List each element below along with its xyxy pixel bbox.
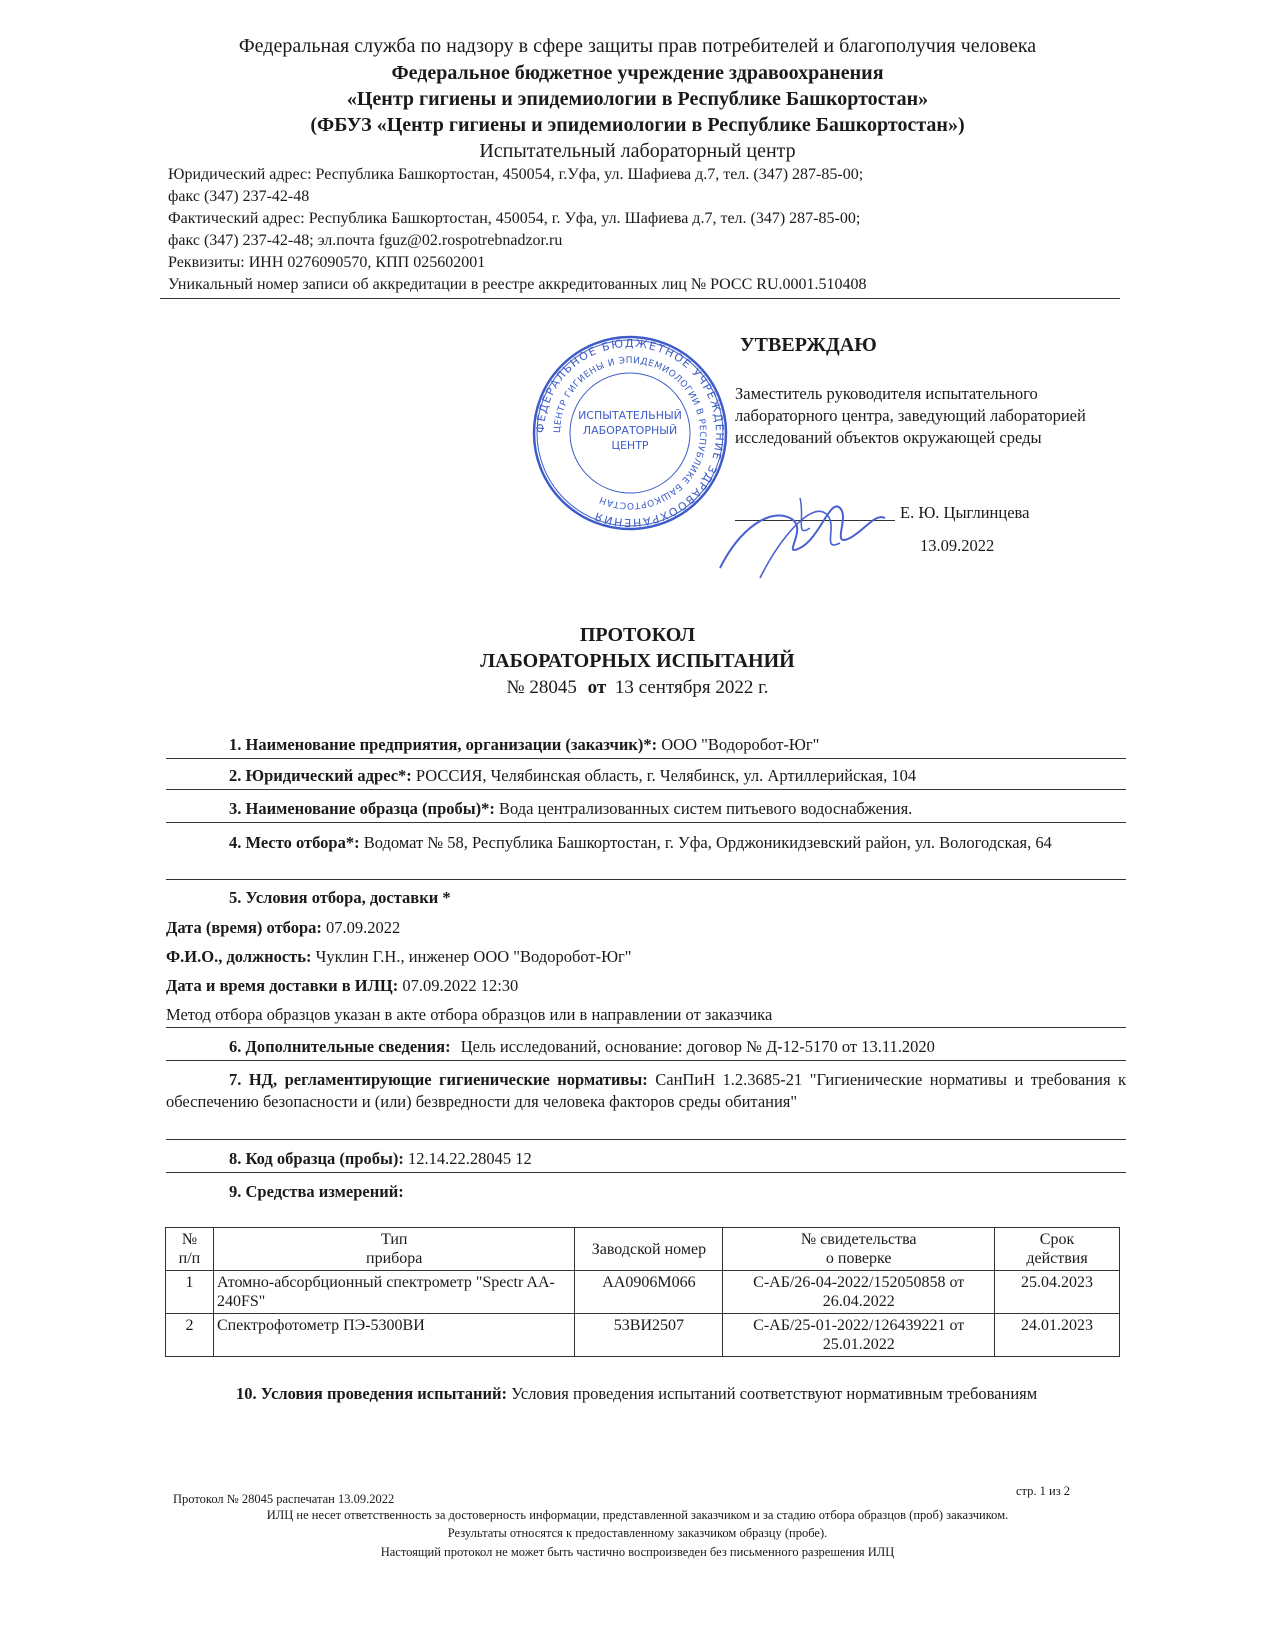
sampling-date-value: 07.09.2022 (326, 918, 401, 937)
sampler-person-value: Чуклин Г.Н., инженер ООО "Водоробот-Юг" (315, 947, 632, 966)
protocol-subtitle: ЛАБОРАТОРНЫХ ИСПЫТАНИЙ (480, 650, 795, 672)
footer-disclaimer-3: Настоящий протокол не может быть частично воспроизведен без письменного разрешения ИЛЦ (380, 1545, 895, 1559)
header-institution: Федеральное бюджетное учреждение здравоохранения (391, 62, 884, 84)
row-num: 1 (166, 1271, 214, 1314)
stamp-center-2: ЛАБОРАТОРНЫЙ (582, 424, 678, 437)
divider-1 (166, 758, 1126, 759)
table-row (166, 1271, 1120, 1314)
row-serial: AA0906M066 (575, 1271, 723, 1314)
section-4-value: Водомат № 58, Республика Башкортостан, г. Уфа, Орджоникидзевский район, ул. Вологодская, 64 (363, 833, 1052, 852)
delivery-datetime-label: Дата и время доставки в ИЛЦ: (166, 976, 399, 995)
divider-6 (166, 1060, 1126, 1061)
divider-5 (166, 1027, 1126, 1028)
header-center-name: «Центр гигиены и эпидемиологии в Республике Башкортостан» (346, 88, 929, 110)
divider-7 (166, 1139, 1126, 1140)
row-serial: 53ВИ2507 (575, 1314, 723, 1357)
sampler-person (166, 946, 632, 968)
delivery-datetime-value: 07.09.2022 12:30 (402, 976, 519, 995)
row-num: 2 (166, 1314, 214, 1357)
section-10 (166, 1383, 1126, 1405)
protocol-number-line (0, 677, 1275, 699)
col-serial: Заводской номер (575, 1228, 723, 1271)
footer-printed: Протокол № 28045 распечатан 13.09.2022 (173, 1492, 395, 1506)
section-3-label: 3. Наименование образца (пробы)*: (229, 799, 495, 818)
protocol-number: № 28045 (506, 677, 577, 698)
section-1 (229, 734, 819, 756)
divider-3 (166, 822, 1126, 823)
section-9-label: 9. Средства измерений: (229, 1182, 404, 1201)
sampling-date-label: Дата (время) отбора: (166, 918, 322, 937)
col-valid: Срок действия (995, 1228, 1120, 1271)
legal-address: Юридический адрес: Республика Башкортостан, 450054, г.Уфа, ул. Шафиева д.7, тел. (347) 287-85-00; (168, 166, 864, 183)
section-9 (229, 1181, 404, 1203)
section-2-label: 2. Юридический адрес*: (229, 766, 412, 785)
legal-fax: факс (347) 237-42-48 (168, 188, 310, 205)
row-valid: 25.04.2023 (995, 1271, 1120, 1314)
footer-disclaimer-2: Результаты относятся к предоставленному заказчиком образцу (пробе). (447, 1526, 828, 1540)
section-6-label: 6. Дополнительные сведения: (229, 1037, 451, 1056)
accreditation-number: Уникальный номер записи об аккредитации в реестре аккредитованных лиц № РОСС RU.0001.510408 (168, 276, 867, 293)
requisites: Реквизиты: ИНН 0276090570, КПП 025602001 (168, 254, 486, 271)
section-8-label: 8. Код образца (пробы): (229, 1149, 404, 1168)
approval-date: 13.09.2022 (920, 536, 995, 555)
row-cert: С-АБ/26-04-2022/152050858 от 26.04.2022 (723, 1271, 995, 1314)
stamp-center-1: ИСПЫТАТЕЛЬНЫЙ (578, 409, 682, 422)
col-num: № п/п (166, 1228, 214, 1271)
section-8 (229, 1148, 532, 1170)
stamp-center-3: ЦЕНТР (611, 439, 649, 452)
section-2-value: РОССИЯ, Челябинская область, г. Челябинск, ул. Артиллерийская, 104 (415, 766, 917, 785)
divider-2 (166, 789, 1126, 790)
section-10-value: Условия проведения испытаний соответствуют нормативным требованиям (511, 1384, 1038, 1403)
stamp-outer-text: ФЕДЕРАЛЬНОЕ БЮДЖЕТНОЕ УЧРЕЖДЕНИЕ ЗДРАВООХРАНЕНИЯ (533, 336, 727, 530)
divider-8 (166, 1172, 1126, 1173)
row-valid: 24.01.2023 (995, 1314, 1120, 1357)
section-7-label: 7. НД, регламентирующие гигиенические нормативы: (229, 1070, 648, 1089)
approval-position: Заместитель руководителя испытательного лабораторного центра, заведующий лабораторией исследований объектов окружающей среды (735, 384, 1086, 447)
header-divider (160, 298, 1120, 299)
section-3-value: Вода централизованных систем питьевого водоснабжения. (499, 799, 913, 818)
footer-page: стр. 1 из 2 (1016, 1484, 1071, 1498)
section-1-label: 1. Наименование предприятия, организации (заказчик)*: (229, 735, 658, 754)
header-center-short: (ФБУЗ «Центр гигиены и эпидемиологии в Республике Башкортостан») (310, 114, 965, 136)
col-cert: № свидетельства о поверке (723, 1228, 995, 1271)
row-type: Атомно-абсорбционный спектрометр "Spectr AA-240FS" (213, 1271, 575, 1314)
row-cert: С-АБ/25-01-2022/126439221 от 25.01.2022 (723, 1314, 995, 1357)
section-6 (229, 1036, 935, 1058)
instruments-header-row (166, 1228, 1120, 1271)
table-row (166, 1314, 1120, 1357)
section-7 (166, 1069, 1126, 1113)
stamp-inner-text: ЦЕНТР ГИГИЕНЫ И ЭПИДЕМИОЛОГИИ В РЕСПУБЛИКЕ БАШКОРТОСТАН (552, 355, 708, 511)
section-4-label: 4. Место отбора*: (229, 833, 360, 852)
section-6-value: Цель исследований, основание: договор № Д-12-5170 от 13.11.2020 (460, 1037, 935, 1056)
row-type: Спектрофотометр ПЭ-5300ВИ (213, 1314, 575, 1357)
header-agency: Федеральная служба по надзору в сфере защиты прав потребителей и благополучия человека (238, 35, 1037, 57)
approval-title: УТВЕРЖДАЮ (740, 334, 877, 356)
section-8-value: 12.14.22.28045 12 (408, 1149, 532, 1168)
handwritten-signature (700, 468, 900, 588)
section-5-title (229, 887, 451, 909)
sampler-person-label: Ф.И.О., должность: (166, 947, 312, 966)
protocol-title: ПРОТОКОЛ (579, 624, 696, 646)
section-7-value: СанПиН 1.2.3685-21 "Гигиенические нормативы и требования к обеспечению безопасности и (или) безвредности для человека факторов среды обитания" (166, 1070, 1127, 1111)
section-2 (229, 765, 916, 787)
protocol-date: 13 сентября 2022 г. (614, 677, 769, 698)
section-3 (229, 798, 912, 820)
instruments-table (165, 1227, 1120, 1357)
delivery-datetime (166, 975, 518, 997)
section-5-label: 5. Условия отбора, доставки * (229, 888, 451, 907)
section-10-label: 10. Условия проведения испытаний: (236, 1384, 508, 1403)
actual-fax-email: факс (347) 237-42-48; эл.почта fguz@02.rospotrebnadzor.ru (168, 232, 563, 249)
section-1-value: ООО "Водоробот-Юг" (661, 735, 820, 754)
col-type: Тип прибора (213, 1228, 575, 1271)
actual-address: Фактический адрес: Республика Башкортостан, 450054, г. Уфа, ул. Шафиева д.7, тел. (347) 287-85-00; (168, 210, 861, 227)
divider-4 (166, 879, 1126, 880)
footer-disclaimer-1: ИЛЦ не несет ответственность за достоверность информации, представленной заказчиком и за стадию отбора образцов (проб) заказчиком. (266, 1508, 1009, 1522)
header-lab-center: Испытательный лабораторный центр (479, 140, 796, 162)
sampling-method: Метод отбора образцов указан в акте отбора образцов или в направлении от заказчика (166, 1005, 773, 1024)
protocol-from: от (587, 677, 607, 698)
section-4 (166, 832, 1126, 854)
approver-name: Е. Ю. Цыглинцева (900, 503, 1030, 522)
sampling-date (166, 917, 400, 939)
